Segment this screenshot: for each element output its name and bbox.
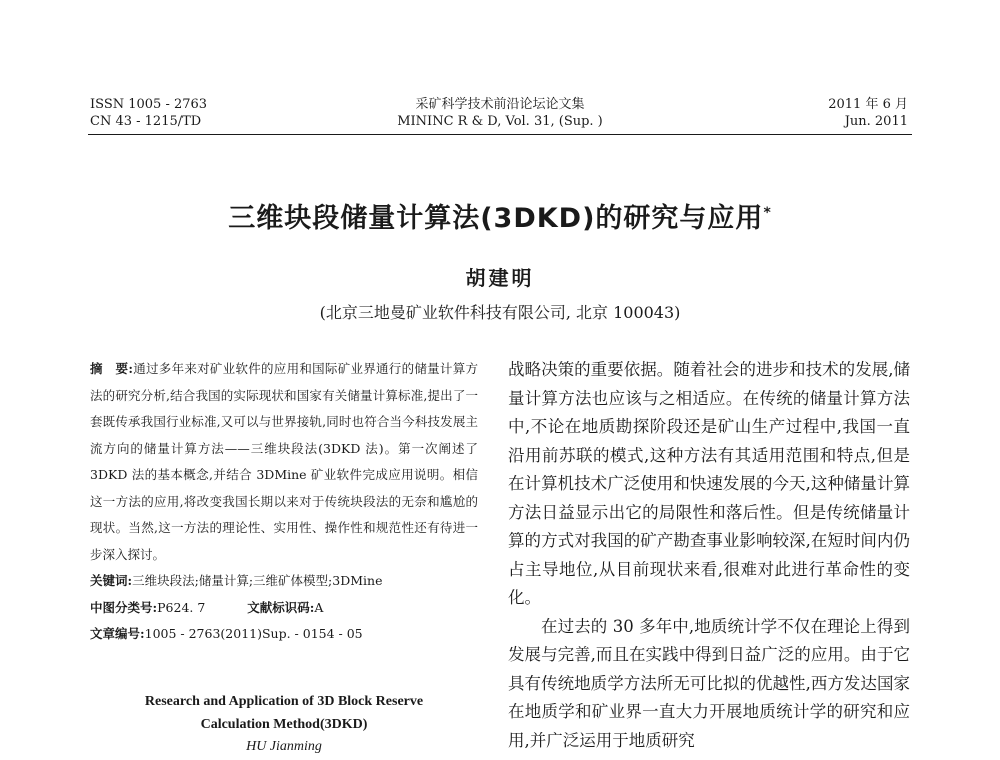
title-footnote-mark: * [763,205,772,221]
classification [90,595,478,622]
body-column [508,356,910,755]
keywords-text: 三维块段法;储量计算;三维矿体模型;3DMine [132,573,383,588]
body-paragraph-1: 战略决策的重要依据。随着社会的进步和技术的发展,储量计算方法也应该与之相适应。在传统的储量计算方法中,不论在地质勘探阶段还是矿山生产过程中,我国一直沿用前苏联的模式,这种方法有其适用范围和特点,但是在计算机技术广泛使用和快速发展的今天,这种储量计算方法日益显示出它的局限性和落后性。但是传统储量计算的方式对我国的矿产勘查事业影响较深,在短时间内仍占主导地位,从目前现状来看,很难对此进行革命性的变化。 [508,360,910,607]
article-number [90,621,478,648]
keywords-label: 关键词: [90,573,133,588]
issn-line: ISSN 1005 - 2763 [90,97,208,112]
date-english: Jun. 2011 [844,114,908,129]
english-author: HU Jianming [246,739,322,754]
journal-chinese-name: 采矿科学技术前沿论坛论文集 [415,97,585,112]
clc-value: P624. 7 [157,599,206,615]
doc-code-value: A [314,599,324,615]
doc-code-label: 文献标识码: [247,599,315,615]
abstract-label: 摘 要: [90,361,133,376]
keywords [90,568,478,595]
abstract-column [90,356,478,648]
article-number-label: 文章编号: [90,626,145,641]
journal-name [330,96,670,130]
author-name: 胡建明 [465,266,535,290]
abstract [90,356,478,568]
english-title-line2: Calculation Method(3DKD) [200,717,368,732]
header-rule [88,134,912,135]
clc-label: 中图分类号: [90,599,158,615]
abstract-text: 通过多年来对矿业软件的应用和国际矿业界通行的储量计算方法的研究分析,结合我国的实际现状和国家有关储量计算标准,提出了一套既传承我国行业标准,又可以与世界接轨,同时也符合当今科技发展主流方向的储量计算方法——三维块段法(3DKD 法)。第一次阐述了 3DKD 法的基本概念,并结合 3DMine 矿业软件完成应用说明。相信这一方法的应用,将改变我国长期以来对于传统块段法的无奈和尴尬的现状。当然,这一方法的理论性、实用性、操作性和规范性还有待进一步深入探讨。 [90,361,478,562]
paper-title-text: 三维块段储量计算法(3DKD)的研究与应用 [228,203,764,234]
author-affiliation: (北京三地曼矿业软件科技有限公司, 北京 100043) [319,303,681,322]
journal-issn [90,96,207,130]
journal-volume: MININC R & D, Vol. 31, (Sup. ) [397,114,603,129]
cn-line: CN 43 - 1215/TD [90,114,202,129]
body-paragraph-2: 在过去的 30 多年中,地质统计学不仅在理论上得到发展与完善,而且在实践中得到日益广泛的应用。由于它具有传统地质学方法所无可比拟的优越性,西方发达国家在地质学和矿业界一直大力开展地质统计学的研究和应用,并广泛运用于地质研究 [508,616,910,750]
date-chinese: 2011 年 6 月 [828,97,908,112]
english-title-line1: Research and Application of 3D Block Reserve [144,694,424,709]
paper-title [0,196,1000,235]
journal-date [828,96,908,130]
english-title-block [90,690,478,758]
article-number-value: 1005 - 2763(2011)Sup. - 0154 - 05 [144,626,363,641]
